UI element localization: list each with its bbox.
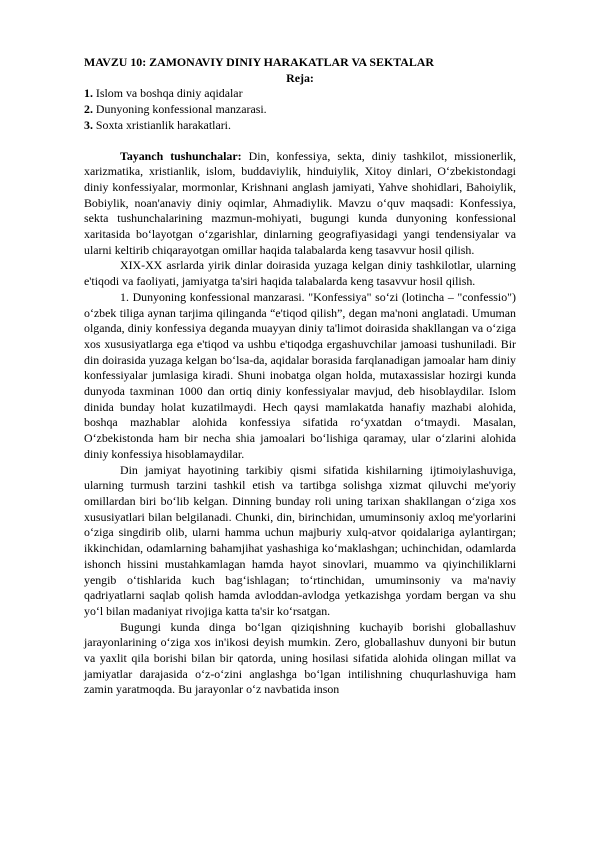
- plan-item-number: 2.: [84, 102, 93, 117]
- plan-heading: Reja:: [286, 70, 314, 85]
- plan-item: [84, 102, 516, 118]
- plan-item-text: Dunyoning konfessional manzarasi.: [95, 102, 267, 117]
- body-paragraph: XIX-XX asrlarda yirik dinlar doirasida yuzaga kelgan diniy tashkilotlar, ularning e'tiqodi va faoliyati, jamiyatga ta'siri haqida talabalarda keng tasavvur hosil qilish.: [84, 258, 516, 289]
- plan-item-text: Soxta xristianlik harakatlari.: [95, 117, 231, 132]
- body-paragraph: Bugungi kunda dinga bo‘lgan qiziqishning kuchayib borishi globallashuv jarayonlarining o‘ziga xos in'ikosi deyish mumkin. Zero, globallashuv dunyoni bir butun va yaxlit qila borishi bilan bir qatorda, uning hosilasi sifatida alohida olingan millat va jamiyatlar darajasida o‘z-o‘zini anglashga bo‘lgan intilishning chuqurlashuviga ham zamin yaratmoqda. Bu jarayonlar o‘z navbatida inson: [84, 619, 516, 697]
- plan-item: [84, 86, 516, 102]
- key-concepts-label: Tayanch tushunchalar:: [120, 148, 242, 163]
- body-paragraph: Din jamiyat hayotining tarkibiy qismi sifatida kishilarning ijtimoiylashuviga, ularning turmush tarzini tashkil etish va tartibga solishga xizmat qiluvchi me'yoriy omillardan biri bo‘lib kelgan. Dinning bunday roli uning tarixan shakllangan o‘ziga xos xususiyatlari bilan belgilanadi. Chunki, din, birinchidan, umuminsoniy axloq me'yorlarini o‘ziga singdirib olib, ularni hamma uchun majburiy xulq-atvor qoidalariga aylantirgan; ikkinchidan, odamlarning bahamjihat yashashiga ko‘maklashgan; uchinchidan, odamlarda ishonch hissini mustahkamlagan hamda hayot sinovlari, muammo va qiyinchiliklarni yengib o‘tishlarida kuch bag‘ishlagan; to‘rtinchidan, umuminsoniy va ma'naviy qadriyatlarni saqlab qolish hamda avloddan-avlodga yetkazishga yordam bergan va shu yo‘l bilan madaniyat rivojiga katta ta'sir ko‘rsatgan.: [84, 462, 516, 618]
- document-title: MAVZU 10: ZAMONAVIY DINIY HARAKATLAR VA SEKTALAR: [84, 55, 434, 69]
- spacer: [84, 134, 516, 149]
- document-page: [84, 55, 516, 698]
- body-paragraph: 1. Dunyoning konfessional manzarasi. "Konfessiya" so‘zi (lotincha – "confessio") o‘zbek tiliga aynan tarjima qilinganda “e'tiqod qilish”, degan ma'noni anglatadi. Umuman olganda, diniy konfessiya deganda muayyan diniy ta'limot doirasida shakllangan va o‘ziga xos xususiyatlarga ega e'tiqod va ushbu e'tiqodga ergashuvchilar jamoasi tushuniladi. Bir din doirasida yuzaga kelgan bo‘lsa-da, aqidalar borasida farqlanadigan jamoalar ham diniy konfessiyalar jumlasiga kiradi. Shuni inobatga olgan holda, mutaxassislar hozirgi kunda dunyoda taxminan 1000 dan ortiq diniy konfessiyalar mavjud, deb hisoblaydilar. Islom dinida bunday holat kuzatilmaydi. Hech qaysi mamlakatda hanafiy mazhabi alohida, boshqa mazhablar alohida konfessiya sifatida ro‘yxatdan o‘tmaydi. Masalan, O‘zbekistonda ham bir necha shia jamoalari bo‘lishiga qaramay, ular o‘zlarini alohida diniy konfessiya hisoblamaydilar.: [84, 289, 516, 461]
- key-concepts-text: Din, konfessiya, sekta, diniy tashkilot, missionerlik, xarizmatika, xristianlik, islom, buddaviylik, hinduiylik, Xitoy dinlari, O‘zbekistondagi diniy konfessiyalar, mormonlar, Krishnani anglash jamiyati, Yahve shohidlari, Bahoiylik, Bobiylik, noan'anaviy diniy oqimlar, Ahmadiylik. Mavzu o‘quv maqsadi: Konfessiya, sekta tushunchalarining mazmun-mohiyati, bugungi kunda dunyoning konfessional xaritasida bo‘layotgan o‘zgarishlar, dinlarning geografiyasidagi yangi tendensiyalar va ularni keltirib chiqarayotgan omillar haqida talabalarda keng tasavvur hosil qilish.: [84, 148, 517, 257]
- plan-item-number: 1.: [84, 86, 93, 101]
- plan-item-number: 3.: [84, 117, 93, 132]
- key-concepts-paragraph: [84, 149, 516, 259]
- plan-item-text: Islom va boshqa diniy aqidalar: [95, 86, 243, 101]
- plan-item: [84, 118, 516, 134]
